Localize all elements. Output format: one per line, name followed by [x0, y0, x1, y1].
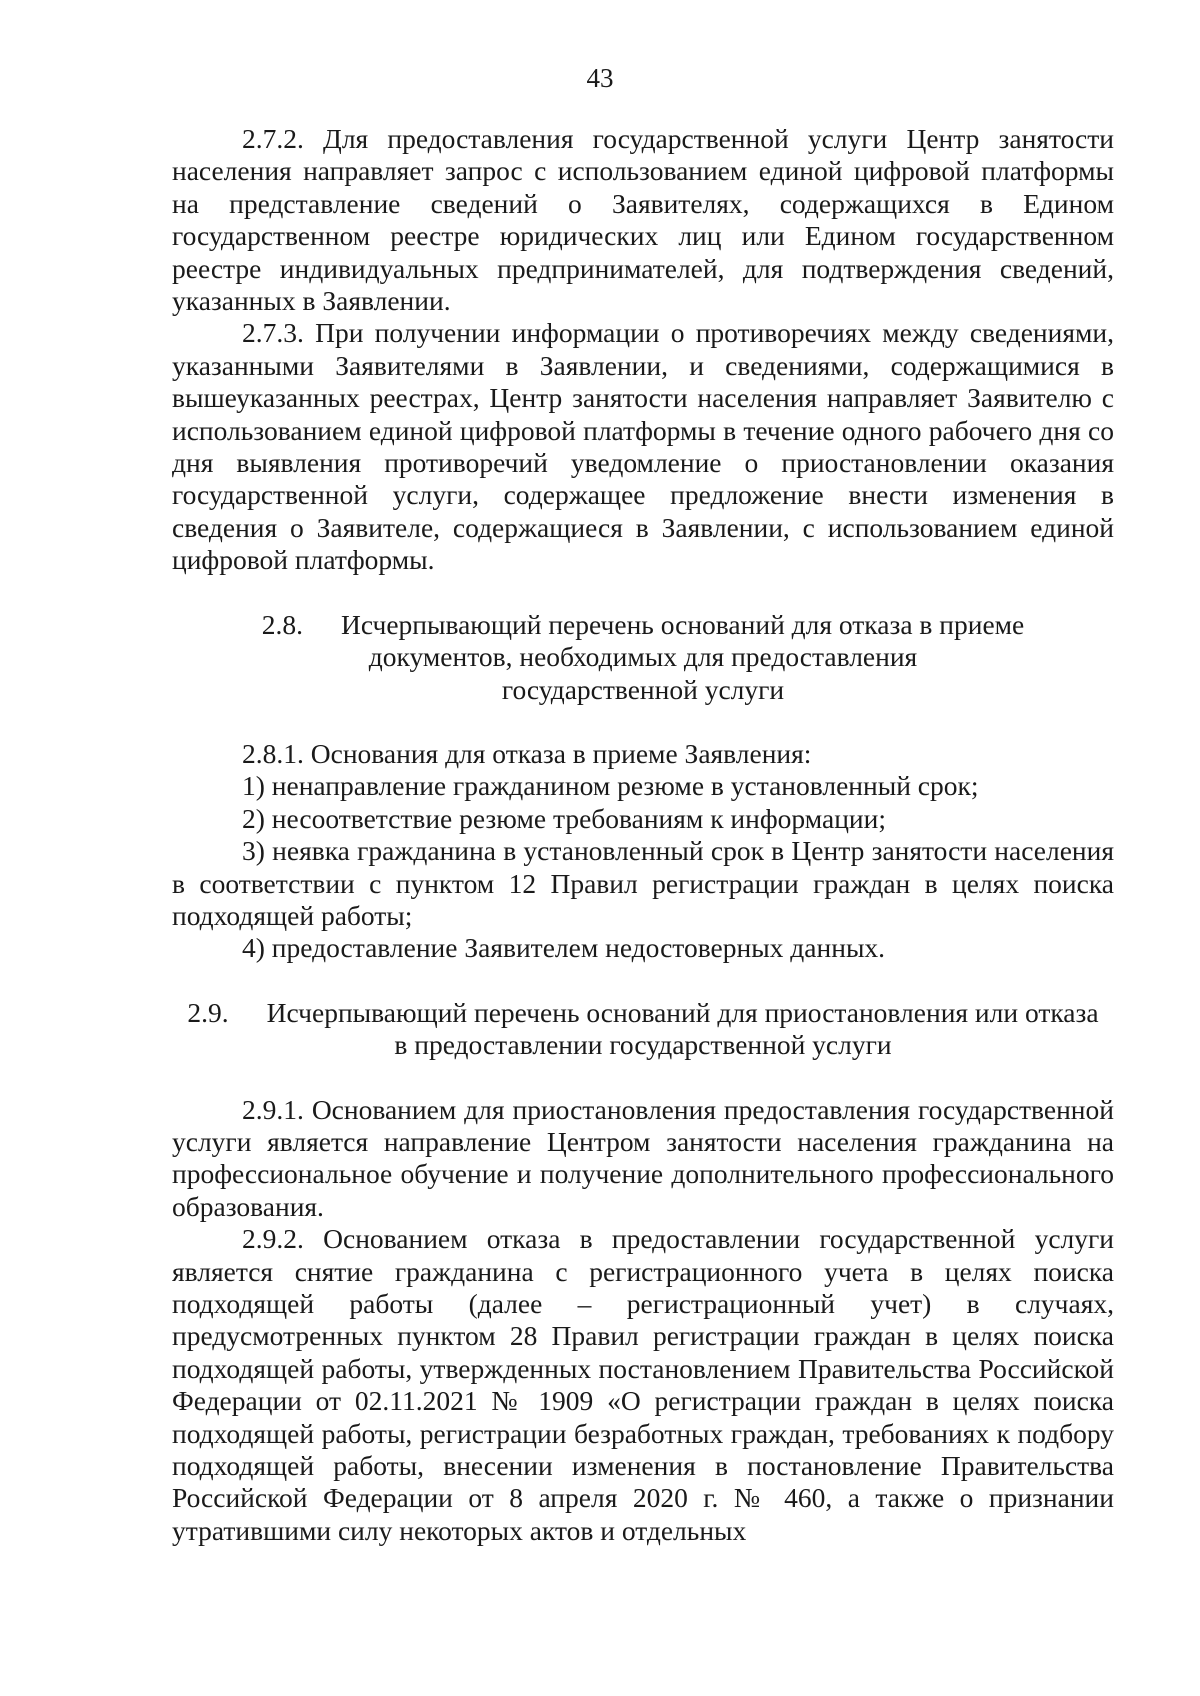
page-number: 43 — [586, 63, 614, 93]
paragraph-2-9-2: 2.9.2. Основанием отказа в предоставлении государственной услуги является снятие гражданина с регистрационного учета в целях поиска подходящей работы (далее – регистрационный учет) в случаях, предусмотренных пунктом 28 Правил регистрации граждан в целях поиска подходящей работы, утвержденных постановлением Правительства Российской Федерации от 02.11.2021 № 1909 «О регистрации граждан в целях поиска подходящей работы, регистрации безработных граждан, требованиях к подбору подходящей работы, внесении изменения в постановление Правительства Российской Федерации от 8 апреля 2020 г. № 460, а также о признании утратившими силу некоторых актов и отдельных — [172, 1223, 1114, 1546]
paragraph-2-9-1: 2.9.1. Основанием для приостановления предоставления государственной услуги является направление Центром занятости населения гражданина на профессиональное обучение и получение дополнительного профессионального образования. — [172, 1093, 1114, 1222]
document-body — [172, 123, 1114, 1547]
list-item: 2) несоответствие резюме требованиям к информации; — [242, 802, 886, 834]
heading-line: документов, необходимых для предоставления — [368, 641, 918, 673]
list-item: 1) ненаправление гражданином резюме в установленный срок; — [242, 770, 979, 802]
heading-text: Исчерпывающий перечень оснований для приостановления или отказа — [266, 996, 1099, 1028]
paragraph-2-7-2: 2.7.2. Для предоставления государственной услуги Центр занятости населения направляет запрос с использованием единой цифровой платформы на представление сведений о Заявителях, содержащихся в Едином государственном реестре юридических лиц или Едином государственном реестре индивидуальных предпринимателей, для подтверждения сведений, указанных в Заявлении. — [172, 123, 1114, 317]
paragraph-2-8-1: 2.8.1. Основания для отказа в приеме Заявления: — [242, 737, 812, 769]
heading-line — [172, 609, 1114, 641]
heading-number: 2.9. — [187, 996, 229, 1028]
paragraph-2-7-3: 2.7.3. При получении информации о противоречиях между сведениями, указанными Заявителями в Заявлении, и сведениями, содержащимися в вышеуказанных реестрах, Центр занятости населения направляет Заявителю с использованием единой цифровой платформы в течение одного рабочего дня со дня выявления противоречий уведомление о приостановлении оказания государственной услуги, содержащее предложение внести изменения в сведения о Заявителе, содержащиеся в Заявлении, с использованием единой цифровой платформы. — [172, 317, 1114, 576]
section-heading-2-8 — [172, 609, 1114, 706]
heading-line — [172, 997, 1114, 1029]
heading-text: Исчерпывающий перечень оснований для отказа в приеме — [340, 608, 1025, 640]
list-item: 3) неявка гражданина в установленный срок в Центр занятости населения в соответствии с пунктом 12 Правил регистрации граждан в целях поиска подходящей работы; — [172, 835, 1114, 931]
heading-line: государственной услуги — [501, 673, 785, 705]
section-heading-2-9 — [172, 997, 1114, 1062]
heading-line: в предоставлении государственной услуги — [394, 1029, 892, 1061]
heading-number: 2.8. — [261, 608, 303, 640]
list-item: 4) предоставление Заявителем недостоверных данных. — [242, 932, 886, 964]
